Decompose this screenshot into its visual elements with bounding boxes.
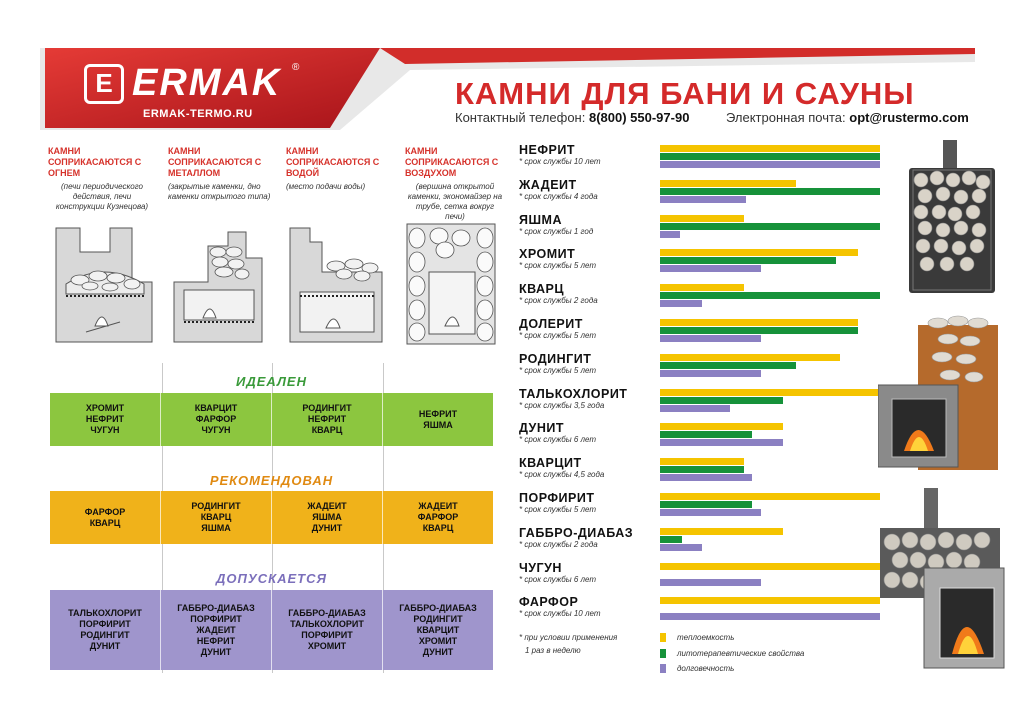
column-note-metal: (закрытые каменки, дно каменки открытого типа) (168, 182, 271, 201)
stone-name-label: ДОЛЕРИТ (519, 317, 583, 331)
ideal-cell (50, 393, 161, 446)
stone-name-label: ЯШМА (519, 212, 562, 227)
allowed-cell (272, 590, 383, 670)
allowed-cell (383, 590, 493, 670)
bar-heat (660, 597, 880, 604)
contact-email: Электронная почта: opt@rustermo.com (726, 110, 969, 125)
stone-name-label: ЧУГУН (519, 560, 562, 575)
column-head-fire: КАМНИ СОПРИКАСАЮТСЯ С ОГНЕМ (48, 146, 142, 178)
allowed-cell (161, 590, 272, 670)
service-life-label: * срок службы 3,5 года (519, 400, 605, 410)
service-life-label: * срок службы 5 лет (519, 505, 597, 514)
service-life-label: * срок службы 6 лет (519, 435, 597, 445)
bar-durability (660, 509, 761, 516)
column-note-water: (место подачи воды) (286, 182, 366, 191)
section-title-recommended: РЕКОМЕНДОВАН (209, 473, 334, 488)
footnote-line: * при условии применения (519, 633, 618, 642)
stove-diagram-air (405, 222, 497, 348)
bar-durability (660, 196, 746, 203)
service-life-label: * срок службы 10 лет (519, 609, 601, 619)
column-note-fire: (печи периодического действия, печи конструкции Кузнецова) (55, 182, 149, 211)
service-life-label: * срок службы 2 года (519, 296, 598, 306)
cell-text: ЖАДЕИТ ФАРФОР КВАРЦ (417, 501, 459, 533)
stone-name-label: ТАЛЬКОХЛОРИТ (519, 386, 628, 401)
column-head-water: КАМНИ СОПРИКАСАЮТСЯ С ВОДОЙ (286, 146, 380, 178)
stone-name-label: РОДИНГИТ (519, 351, 592, 366)
cell-text: ГАББРО-ДИАБАЗ ТАЛЬКОХЛОРИТ ПОРФИРИТ ХРОМИТ (288, 608, 366, 651)
service-life-label: * срок службы 1 год (519, 226, 594, 236)
bar-therapy (660, 153, 880, 160)
footnote-line: 1 раз в неделю (525, 646, 581, 655)
bar-therapy (660, 466, 744, 473)
section-title-ideal: ИДЕАЛЕН (236, 374, 307, 389)
brand-url-link[interactable]: ERMAK-TERMO.RU (143, 108, 253, 120)
stone-name-label: ГАББРО-ДИАБАЗ (519, 525, 634, 540)
stove-diagram-water (286, 222, 386, 348)
stone-name-label: ФАРФОР (519, 595, 579, 610)
service-life-label: * срок службы 4 года (519, 191, 598, 201)
legend-swatch-therapy (660, 649, 666, 658)
legend-label-durability: долговечность (677, 664, 735, 673)
service-life-label: * срок службы 5 лет (519, 261, 597, 271)
ideal-band (50, 393, 493, 446)
stove-diagram-metal (168, 222, 268, 348)
bar-durability (660, 370, 761, 377)
cell-text: ГАББРО-ДИАБАЗ ПОРФИРИТ ЖАДЕИТ НЕФРИТ ДУНИТ (177, 602, 255, 657)
bar-heat (660, 319, 858, 326)
contact-phone: Контактный телефон: 8(800) 550-97-90 (455, 110, 690, 125)
legend-label-heat: теплоемкость (677, 633, 735, 642)
bar-heat (660, 423, 783, 430)
service-life-label: * срок службы 4,5 года (519, 470, 605, 480)
page-title: КАМНИ ДЛЯ БАНИ И САУНЫ (455, 76, 915, 111)
bar-durability (660, 231, 680, 238)
cell-text: НЕФРИТ ЯШМА (418, 408, 458, 430)
ermak-logo-icon: E (84, 64, 124, 104)
legend-swatch-durability (660, 664, 666, 673)
stone-name-label: ДУНИТ (519, 421, 564, 436)
bar-durability (660, 265, 761, 272)
bar-durability (660, 544, 702, 551)
section-title-allowed: ДОПУСКАЕТСЯ (216, 571, 327, 586)
cell-text: ХРОМИТ НЕФРИТ ЧУГУН (85, 403, 125, 435)
bar-heat (660, 180, 796, 187)
stone-name-label: ЖАДЕИТ (519, 177, 577, 192)
bar-heat (660, 284, 744, 291)
recommended-cell (383, 491, 493, 544)
bar-therapy (660, 431, 752, 438)
cell-text: ФАРФОР КВАРЦ (84, 506, 126, 528)
cell-text: ЖАДЕИТ ЯШМА ДУНИТ (307, 501, 347, 533)
bar-durability (660, 405, 730, 412)
service-life-label: * срок службы 5 лет (519, 365, 597, 375)
bar-heat (660, 389, 880, 396)
sauna-stove-image-3 (880, 488, 1005, 673)
bar-therapy (660, 362, 796, 369)
recommended-cell (50, 491, 161, 544)
bar-therapy (660, 536, 682, 543)
bar-durability (660, 335, 761, 342)
legend-swatch-heat (660, 633, 666, 642)
ideal-cell (161, 393, 272, 446)
bar-durability (660, 439, 783, 446)
cell-text: ТАЛЬКОХЛОРИТ ПОРФИРИТ РОДИНГИТ ДУНИТ (68, 608, 142, 651)
bar-therapy (660, 397, 783, 404)
bar-therapy (660, 188, 880, 195)
legend-label-therapy: литотерапевтические свойства (677, 649, 805, 658)
stone-name-label: КВАРЦ (519, 282, 565, 297)
bar-heat (660, 458, 744, 465)
service-life-label: * срок службы 5 лет (519, 331, 597, 340)
column-head-metal: КАМНИ СОПРИКАСАЮТСЯ С МЕТАЛЛОМ (168, 146, 262, 178)
sauna-stove-image-2 (878, 305, 1003, 475)
bar-therapy (660, 223, 880, 230)
bar-durability (660, 613, 880, 620)
brand-name: ERMAK (132, 62, 282, 104)
bar-heat (660, 145, 880, 152)
bar-heat (660, 563, 880, 570)
allowed-cell (50, 590, 161, 670)
bar-therapy (660, 257, 836, 264)
bar-durability (660, 300, 702, 307)
column-note-air: (вершина открытой каменки, экономайзер на трубе, сетка вокруг печи) (407, 182, 503, 221)
phone-link[interactable]: 8(800) 550-97-90 (588, 110, 690, 125)
bar-heat (660, 249, 858, 256)
cell-text: РОДИНГИТ КВАРЦ ЯШМА (191, 501, 241, 533)
bar-therapy (660, 327, 858, 334)
cell-text: ГАББРО-ДИАБАЗ РОДИНГИТ КВАРЦИТ ХРОМИТ ДУНИТ (399, 602, 477, 657)
cell-text: РОДИНГИТ НЕФРИТ КВАРЦ (302, 403, 352, 435)
bar-heat (660, 354, 840, 361)
ideal-cell (383, 393, 493, 446)
bar-durability (660, 474, 752, 481)
bar-therapy (660, 292, 880, 299)
bar-durability (660, 579, 761, 586)
bar-durability (660, 161, 880, 168)
stone-name-label: ХРОМИТ (519, 247, 576, 262)
bar-therapy (660, 501, 752, 508)
recommended-cell (161, 491, 272, 544)
stone-name-label: ПОРФИРИТ (519, 491, 595, 505)
stove-diagram-fire (50, 222, 158, 348)
bar-heat (660, 528, 783, 535)
registered-mark: ® (292, 62, 300, 73)
bar-heat (660, 493, 880, 500)
sauna-stove-image-1 (895, 140, 1005, 300)
ideal-cell (272, 393, 383, 446)
recommended-band (50, 491, 493, 544)
stone-name-label: НЕФРИТ (519, 143, 575, 157)
service-life-label: * срок службы 10 лет (519, 157, 601, 166)
cell-text: КВАРЦИТ ФАРФОР ЧУГУН (194, 403, 238, 435)
brand-logo[interactable] (84, 62, 281, 105)
bar-heat (660, 215, 744, 222)
service-life-label: * срок службы 6 лет (519, 574, 597, 584)
allowed-band (50, 590, 493, 670)
service-life-label: * срок службы 2 года (519, 539, 598, 549)
column-head-air: КАМНИ СОПРИКАСАЮТСЯ С ВОЗДУХОМ (405, 146, 499, 178)
recommended-cell (272, 491, 383, 544)
email-link[interactable]: opt@rustermo.com (849, 110, 969, 125)
stone-name-label: КВАРЦИТ (519, 456, 582, 471)
